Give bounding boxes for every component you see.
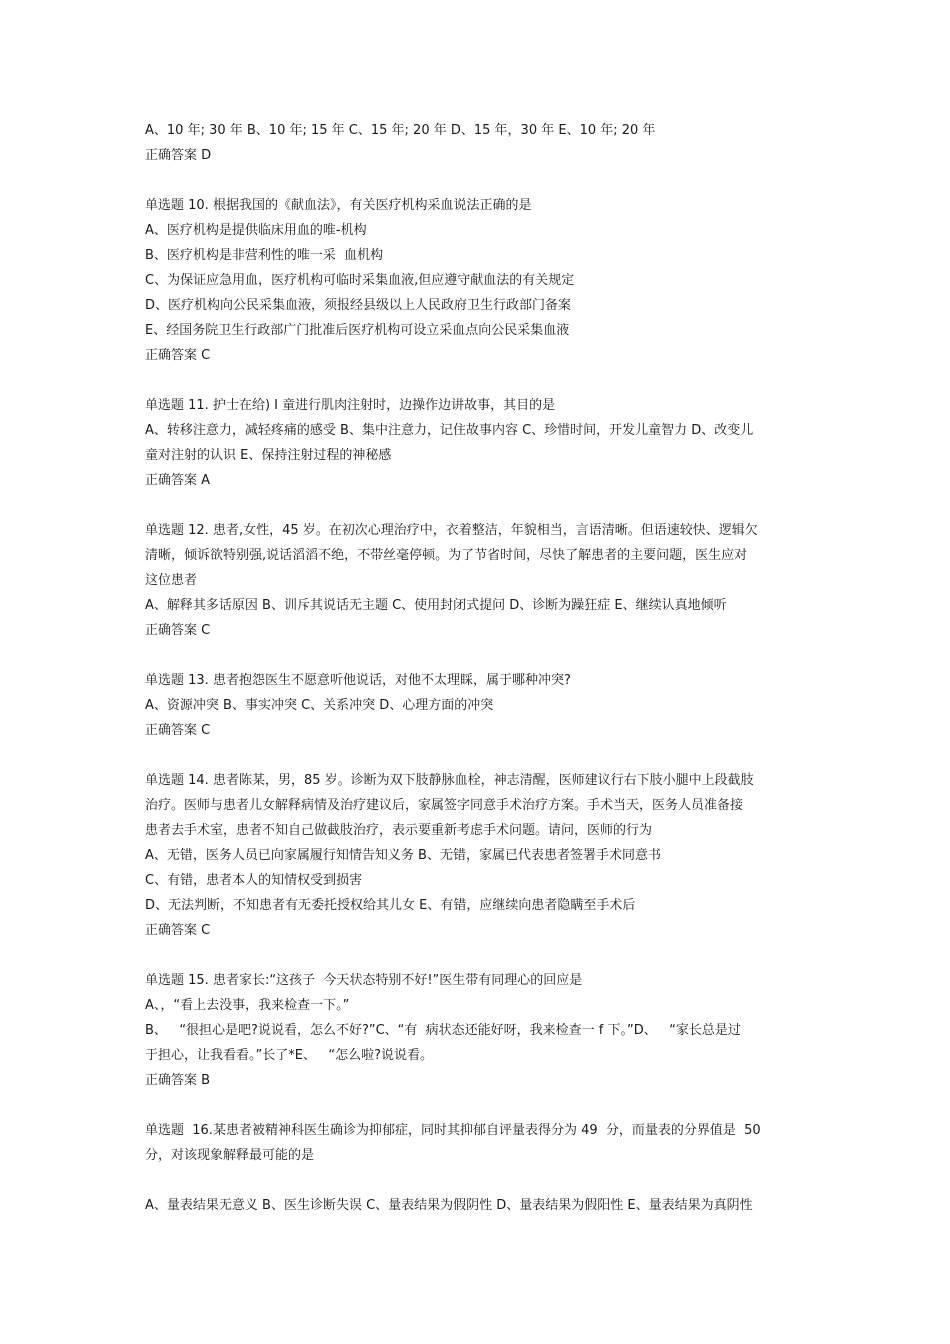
- paragraph-spacer: [145, 1168, 810, 1193]
- question-14-options-line-1: A、无错，医务人员已向家属履行知情告知义务 B、无错，家属已代表患者签署手术同意书: [145, 848, 661, 863]
- question-14-stem-line-3: 患者去手术室，患者不知自己做截肢治疗，表示要重新考虑手术问题。请问，医师的行为: [145, 823, 653, 838]
- question-16-block: [145, 1118, 810, 1218]
- question-12-stem-line-2: 清晰，倾诉欲特别强,说话滔滔不绝，不带丝毫停顿。为了节省时间，尽快了解患者的主要问题，医生应对: [145, 548, 748, 563]
- question-10-answer: 正确答案 C: [145, 348, 211, 363]
- question-13-options: A、资源冲突 B、事实冲突 C、关系冲突 D、心理方面的冲突: [145, 698, 494, 713]
- question-16-stem-line-1: 单选题 16.某患者被精神科医生确诊为抑郁症，同时其抑郁自评量表得分为 49 分，而量表的分界值是 50: [145, 1123, 761, 1138]
- question-10-option-a: A、医疗机构是提供临床用血的唯-机构: [145, 223, 367, 238]
- question-13-answer: 正确答案 C: [145, 723, 211, 738]
- question-12-answer: 正确答案 C: [145, 623, 211, 638]
- question-11-options-line-2: 童对注射的认识 E、保持注射过程的神秘感: [145, 448, 392, 463]
- question-15-options-line-2: 于担心，让我看看。”长了*E、 “怎么啦?说说看。: [145, 1048, 433, 1063]
- question-16-options: A、量表结果无意义 B、医生诊断失误 C、量表结果为假阴性 D、量表结果为假阳性 E、量表结果为真阴性: [145, 1198, 753, 1213]
- question-14-options-line-2: C、有错，患者本人的知情权受到损害: [145, 873, 363, 888]
- question-10-block: [145, 193, 810, 368]
- question-14-stem-line-2: 治疗。医师与患者儿女解释病情及治疗建议后，家属签字同意手术治疗方案。手术当天，医务人员准备接: [145, 798, 744, 813]
- question-14-options-line-3: D、无法判断，不知患者有无委托授权给其儿女 E、有错，应继续向患者隐瞒至手术后: [145, 898, 636, 913]
- document-page: [145, 118, 810, 1243]
- question-13-stem: 单选题 13. 患者抱怨医生不愿意听他说话，对他不太理睬，属于哪种冲突?: [145, 673, 571, 688]
- question-12-block: [145, 518, 810, 643]
- question-11-answer: 正确答案 A: [145, 473, 211, 488]
- question-14-answer: 正确答案 C: [145, 923, 211, 938]
- question-15-stem: 单选题 15. 患者家长:“这孩子 今天状态特别不好!”医生带有同理心的回应是: [145, 973, 583, 988]
- question-9-answer: 正确答案 D: [145, 148, 212, 163]
- question-15-option-a: A、，“看上去没事，我来检查一下。”: [145, 998, 350, 1013]
- question-10-option-e: E、经国务院卫生行政部广门批准后医疗机构可设立采血点向公民采集血液: [145, 323, 570, 338]
- question-14-stem-line-1: 单选题 14. 患者陈某，男，85 岁。诊断为双下肢静脉血栓，神志清醒，医师建议行右下肢小腿中上段截肢: [145, 773, 754, 788]
- question-12-options: A、解释其多话原因 B、训斥其说话无主题 C、使用封闭式提问 D、诊断为躁狂症 E、继续认真地倾听: [145, 598, 727, 613]
- question-9-options: A、10 年; 30 年 B、10 年; 15 年 C、15 年; 20 年 D、15 年，30 年 E、10 年; 20 年: [145, 123, 656, 138]
- question-9-block: [145, 118, 810, 168]
- question-10-stem: 单选题 10. 根据我国的《献血法》，有关医疗机构采血说法正确的是: [145, 198, 532, 213]
- question-15-options-line-1: B、 “很担心是吧?说说看，怎么不好?”C、“有 病状态还能好呀，我来检查一 f 下。”D、 “家长总是过: [145, 1023, 741, 1038]
- question-10-option-b: B、医疗机构是非营利性的唯一采 血机构: [145, 248, 384, 263]
- question-14-block: [145, 768, 810, 943]
- question-10-option-d: D、医疗机构向公民采集血液，须报经县级以上人民政府卫生行政部门备案: [145, 298, 572, 313]
- question-10-option-c: C、为保证应急用血，医疗机构可临时采集血液,但应遵守献血法的有关规定: [145, 273, 575, 288]
- question-12-stem-line-3: 这位患者: [145, 573, 198, 588]
- question-11-options-line-1: A、转移注意力，减轻疼痛的感受 B、集中注意力，记住故事内容 C、珍惜时间，开发儿童智力 D、改变儿: [145, 423, 754, 438]
- question-15-block: [145, 968, 810, 1093]
- question-12-stem-line-1: 单选题 12. 患者,女性，45 岁。在初次心理治疗中，衣着整洁，年貌相当，言语清晰。但语速较快、逻辑欠: [145, 523, 758, 538]
- question-11-block: [145, 393, 810, 493]
- question-16-stem-line-2: 分，对该现象解释最可能的是: [145, 1148, 315, 1163]
- question-15-answer: 正确答案 B: [145, 1073, 211, 1088]
- question-11-stem: 单选题 11. 护士在给) I 童进行肌肉注射时，边操作边讲故事，其目的是: [145, 398, 556, 413]
- question-13-block: [145, 668, 810, 743]
